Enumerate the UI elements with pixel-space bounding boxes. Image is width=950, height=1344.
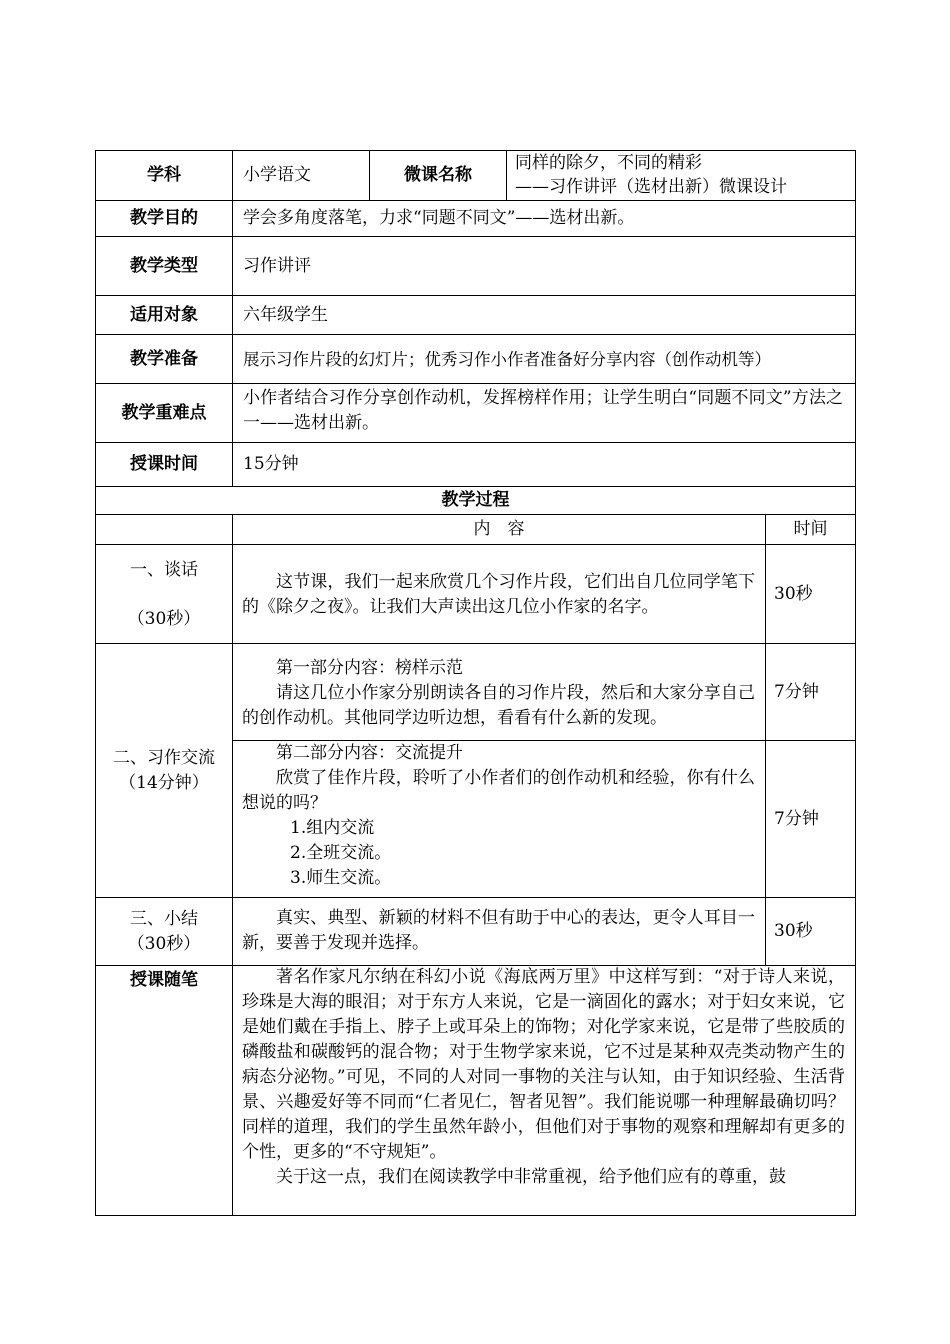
type-label: 教学类型	[130, 255, 198, 276]
course-title	[507, 151, 855, 200]
stage1-content: 这节课，我们一起来欣赏几个习作片段，它们出自几位同学笔下的《除夕之夜》。让我们大声读出这几位小作家的名字。	[242, 572, 755, 617]
audience-value: 六年级学生	[243, 304, 328, 325]
course-title-line1: 同样的除夕，不同的精彩	[515, 153, 702, 173]
part2-item-3: 3.师生交流。	[290, 868, 392, 888]
stage2-part2	[233, 741, 765, 897]
stage1-name: 一、谈话	[130, 560, 198, 580]
stage3-content: 真实、典型、新颖的材料不但有助于中心的表达，更令人耳目一新，要善于发现并选择。	[242, 908, 755, 953]
stage1-time: 30秒	[774, 583, 813, 604]
stage3-duration: （30秒）	[127, 933, 201, 954]
stage3-time: 30秒	[774, 921, 813, 941]
type-value: 习作讲评	[243, 255, 311, 276]
stage3-name: 三、小结	[130, 908, 198, 929]
audience-label: 适用对象	[130, 304, 198, 325]
goal-label: 教学目的	[130, 208, 198, 228]
part2-text: 欣赏了佳作片段，聆听了小作者们的创作动机和经验，你有什么想说的吗？	[242, 768, 755, 813]
stage2-duration: （14分钟）	[119, 772, 209, 793]
notes-label: 授课随笔	[130, 969, 198, 990]
time-label: 授课时间	[130, 454, 198, 474]
focus-value: 小作者结合习作分享创作动机，发挥榜样作用；让学生明白“同题不同文”方法之一——选材出新。	[243, 388, 843, 433]
stage2-name: 二、习作交流	[113, 747, 215, 768]
stage2-part1	[233, 656, 765, 736]
content-column-header: 内 容	[473, 519, 525, 539]
part2-title: 第二部分内容：交流提升	[276, 743, 463, 763]
part1-title: 第一部分内容：榜样示范	[276, 658, 463, 678]
stage2-name-cell	[96, 644, 232, 897]
part2-item-2: 2.全班交流。	[290, 843, 392, 863]
course-title-line2: ——习作讲评（选材出新）微课设计	[515, 177, 787, 197]
time-value: 15分钟	[243, 454, 299, 474]
stage1-duration: （30秒）	[127, 609, 201, 629]
prep-label: 教学准备	[130, 348, 198, 369]
stage3-name-cell	[96, 898, 232, 965]
course-name-label: 微课名称	[404, 165, 472, 185]
notes-para2: 关于这一点，我们在阅读教学中非常重视，给予他们应有的尊重，鼓	[276, 1167, 786, 1187]
prep-value: 展示习作片段的幻灯片；优秀习作小作者准备好分享内容（创作动机等）	[243, 349, 771, 369]
part1-text: 请这几位小作家分别朗读各自的习作片段，然后和大家分享自己的创作动机。其他同学边听边想，看看有什么新的发现。	[242, 683, 755, 728]
part2-time: 7分钟	[774, 808, 819, 829]
notes-para1: 著名作家凡尔纳在科幻小说《海底两万里》中这样写到：“对于诗人来说，珍珠是大海的眼泪；对于东方人来说，它是一滴固化的露水；对于妇女来说，它是她们戴在手指上、脖子上或耳朵上的饰物；对化学家来说，它是带了些胶质的磷酸盐和碳酸钙的混合物；对于生物学家来说，它不过是某种双壳类动物产生的病态分泌物。”可见，不同的人对同一事物的关注与认知，由于知识经验、生活背景、兴趣爱好等不同而“仁者见仁，智者见智”。我们能说哪一种理解最确切吗？同样的道理，我们的学生虽然年龄小，但他们对于事物的观察和理解却有更多的个性，更多的“不守规矩”。	[242, 967, 845, 1162]
subject-value: 小学语文	[243, 165, 311, 185]
part2-item-1: 1.组内交流	[290, 818, 375, 838]
focus-label: 教学重难点	[121, 402, 207, 423]
part1-time: 7分钟	[774, 681, 819, 702]
time-column-header: 时间	[793, 519, 828, 539]
process-title: 教学过程	[441, 490, 510, 510]
notes-content	[233, 965, 855, 1215]
stage1-name-cell	[96, 545, 232, 643]
goal-value: 学会多角度落笔，力求“同题不同文”——选材出新。	[243, 208, 635, 228]
subject-label: 学科	[147, 165, 181, 185]
